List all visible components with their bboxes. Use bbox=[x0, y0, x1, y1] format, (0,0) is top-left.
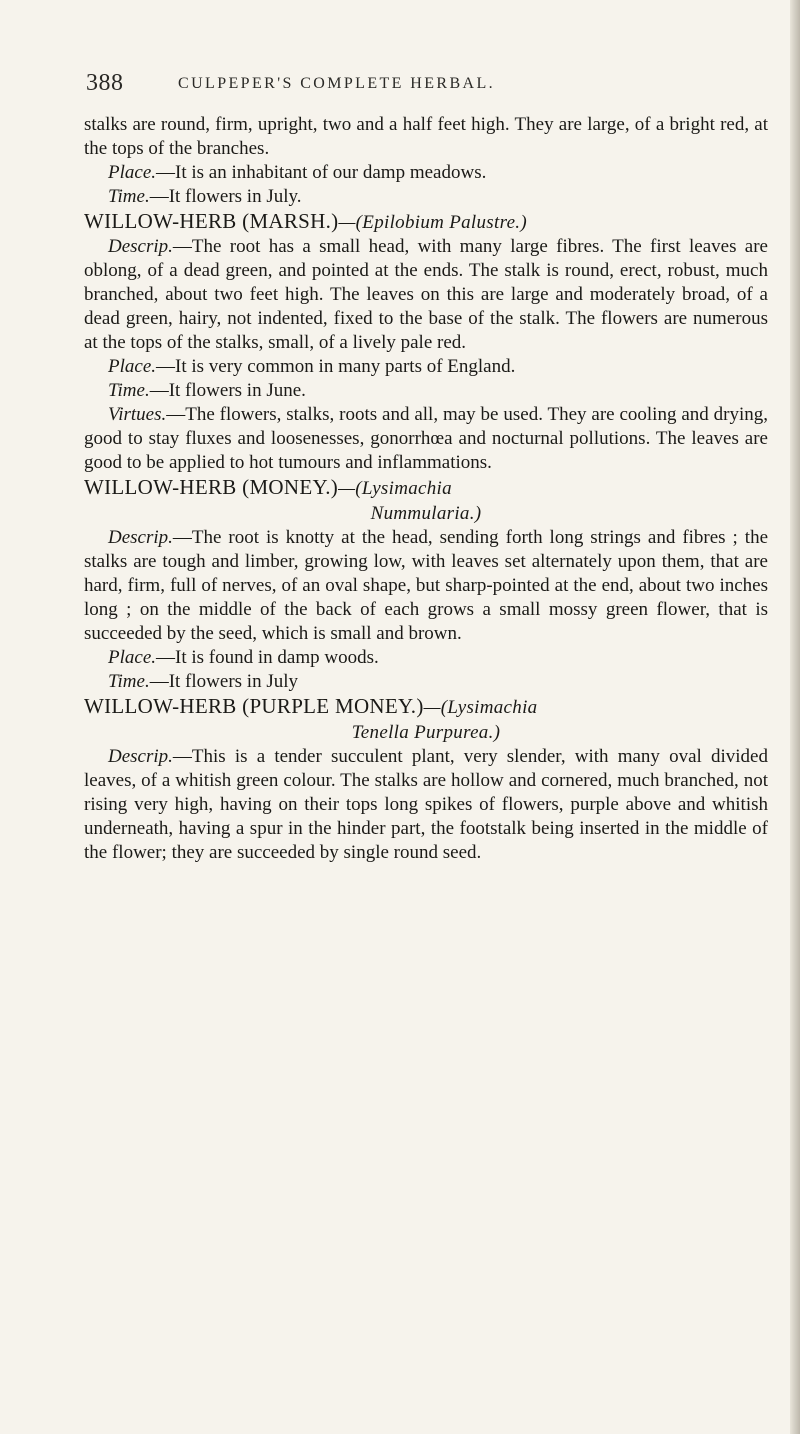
running-title: CULPEPER'S COMPLETE HERBAL. bbox=[178, 75, 496, 92]
entry-heading bbox=[84, 694, 768, 745]
time-paragraph: Time.—It flowers in July bbox=[108, 671, 298, 692]
entry-willow-herb-marsh bbox=[84, 209, 768, 475]
field-label: Place. bbox=[108, 647, 157, 668]
field-label: Descrip. bbox=[108, 527, 173, 548]
field-label: Time. bbox=[108, 186, 150, 207]
description-paragraph: Descrip.—The root is knotty at the head, sending forth long strings and fibres ; the stalks are tough and limber, growing low, with leaves set alternately upon them, that are hard, firm, full of nerves, of an oval shape, but sharp-pointed at the end, about two inches long ; on the middle of the back of each grows a small mossy green flower, that is succeeded by the seed, which is small and brown. bbox=[84, 527, 768, 644]
time-paragraph: Time.—It flowers in June. bbox=[108, 380, 306, 401]
field-label: Virtues. bbox=[108, 404, 167, 425]
field-label: Time. bbox=[108, 380, 150, 401]
latin-name: —(Lysimachia bbox=[338, 478, 452, 499]
entry-name: WILLOW-HERB (MARSH.) bbox=[84, 209, 339, 233]
field-label: Time. bbox=[108, 671, 150, 692]
place-paragraph: Place.—It is very common in many parts of England. bbox=[108, 356, 516, 377]
field-label: Place. bbox=[108, 356, 157, 377]
description-paragraph: Descrip.—This is a tender succulent plant, very slender, with many oval divided leaves, of a whitish green colour. The stalks are hollow and cornered, much branched, not rising very high, having on their tops long spikes of flowers, purple above and whitish underneath, having a spur in the hinder part, the footstalk being inserted in the middle of the flower; they are succeeded by single round seed. bbox=[84, 746, 768, 863]
entry-heading bbox=[84, 209, 768, 235]
virtues-paragraph: Virtues.—The flowers, stalks, roots and all, may be used. They are cooling and drying, good to stay fluxes and loosenesses, gonorrhœa and nocturnal pollutions. The leaves are good to be applied to hot tumours and inflammations. bbox=[84, 404, 768, 473]
description-paragraph: Descrip.—The root has a small head, with many large fibres. The first leaves are oblong, of a dead green, and pointed at the ends. The stalk is round, erect, robust, much branched, about two feet high. The leaves on this are large and moderately broad, of a dead green, hairy, not indented, fixed to the base of the stalk. The flowers are numerous at the tops of the stalks, small, of a lively pale red. bbox=[84, 236, 768, 353]
entry-heading bbox=[84, 475, 768, 526]
entry-name: WILLOW-HERB (PURPLE MONEY.) bbox=[84, 694, 424, 718]
page-body bbox=[84, 113, 768, 865]
place-paragraph: Place.—It is found in damp woods. bbox=[108, 647, 379, 668]
field-label: Descrip. bbox=[108, 746, 173, 767]
entry-willow-herb-purple-money bbox=[84, 694, 768, 865]
continued-paragraph: stalks are round, firm, upright, two and a half feet high. They are large, of a bright red, at the tops of the branches. bbox=[84, 114, 768, 159]
running-head bbox=[86, 70, 766, 100]
entry-willow-herb-money bbox=[84, 475, 768, 694]
place-paragraph: Place.—It is an inhabitant of our damp meadows. bbox=[108, 162, 487, 183]
entry-continuation bbox=[84, 113, 768, 209]
latin-name-continued: Tenella Purpurea.) bbox=[351, 722, 501, 743]
time-paragraph: Time.—It flowers in July. bbox=[108, 186, 302, 207]
field-label: Descrip. bbox=[108, 236, 173, 257]
latin-name-continued: Nummularia.) bbox=[370, 503, 482, 524]
page-edge-shadow bbox=[790, 0, 800, 1434]
latin-name: —(Lysimachia bbox=[423, 697, 538, 718]
page-number: 388 bbox=[86, 70, 124, 96]
entry-name: WILLOW-HERB (MONEY.) bbox=[84, 475, 339, 499]
latin-name: —(Epilobium Palustre.) bbox=[338, 212, 527, 233]
field-label: Place. bbox=[108, 162, 157, 183]
